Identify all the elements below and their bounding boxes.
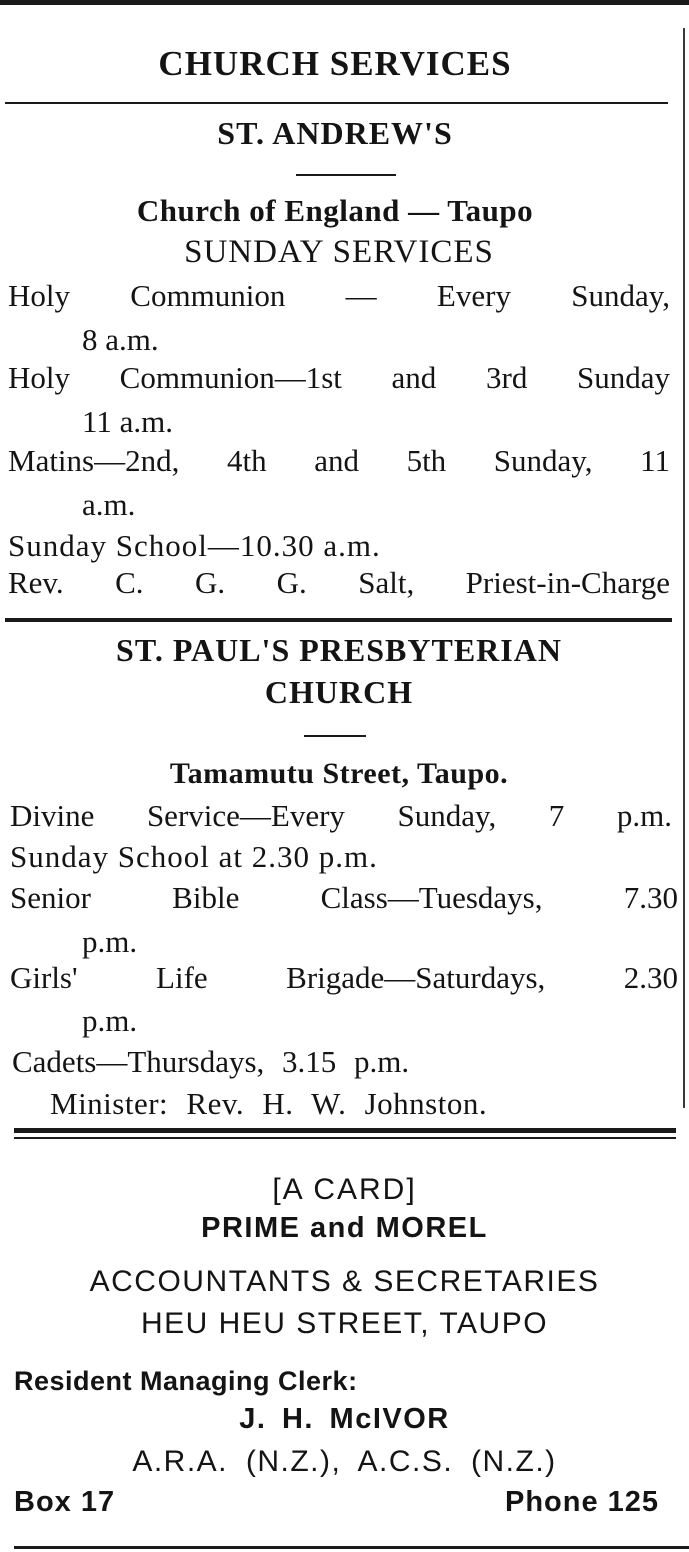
service-line-cont: p.m.: [82, 1003, 138, 1038]
firm-address: HEU HEU STREET, TAUPO: [140, 1307, 549, 1340]
service-line: Girls' Life Brigade—Saturdays, 2.30: [10, 960, 678, 995]
service-line: Holy Communion—1st and 3rd Sunday: [8, 360, 670, 395]
card-top-rule-thin: [14, 1137, 676, 1139]
priest-line: Rev. C. G. G. Salt, Priest-in-Charge: [8, 565, 670, 600]
clerk-name: J. H. McIVOR: [239, 1403, 450, 1435]
service-line: Matins—2nd, 4th and 5th Sunday, 11: [8, 443, 670, 478]
service-line: Sunday School—10.30 a.m.: [8, 528, 381, 563]
section-title: CHURCH SERVICES: [158, 44, 512, 83]
firm-name: PRIME and MOREL: [201, 1212, 488, 1244]
section-rule: [5, 618, 672, 622]
box-number: Box 17: [14, 1486, 116, 1518]
st-pauls-short-rule: [304, 735, 366, 737]
sunday-services-heading: SUNDAY SERVICES: [184, 234, 494, 270]
top-border: [0, 0, 689, 5]
st-pauls-heading-line2: CHURCH: [264, 674, 414, 710]
service-line: Cadets—Thursdays, 3.15 p.m.: [12, 1044, 410, 1079]
service-line-cont: a.m.: [82, 487, 136, 522]
clerk-label: Resident Managing Clerk:: [14, 1366, 358, 1396]
st-andrews-denomination: Church of England — Taupo: [136, 193, 534, 228]
service-line: Holy Communion — Every Sunday,: [8, 278, 670, 313]
right-column-border: [683, 28, 685, 1108]
service-line-cont: p.m.: [82, 924, 138, 959]
st-andrews-short-rule: [296, 174, 396, 176]
service-line-cont: 8 a.m.: [82, 322, 159, 357]
st-pauls-heading: ST. PAUL'S PRESBYTERIAN: [116, 632, 562, 668]
service-line: Sunday School at 2.30 p.m.: [10, 839, 378, 874]
service-line: Divine Service—Every Sunday, 7 p.m.: [10, 798, 672, 833]
bottom-rule: [14, 1546, 689, 1549]
st-pauls-address: Tamamutu Street, Taupo.: [169, 757, 509, 790]
service-line-cont: 11 a.m.: [82, 404, 173, 439]
card-label: [A CARD]: [272, 1173, 417, 1206]
card-top-rule: [14, 1128, 676, 1133]
minister-line: Minister: Rev. H. W. Johnston.: [50, 1086, 488, 1121]
service-line: Senior Bible Class—Tuesdays, 7.30: [10, 880, 678, 915]
phone-number: Phone 125: [505, 1486, 660, 1518]
title-rule: [5, 102, 668, 104]
st-andrews-heading: ST. ANDREW'S: [217, 115, 453, 151]
clerk-qualifications: A.R.A. (N.Z.), A.C.S. (N.Z.): [132, 1445, 557, 1478]
firm-profession: ACCOUNTANTS & SECRETARIES: [89, 1265, 600, 1298]
